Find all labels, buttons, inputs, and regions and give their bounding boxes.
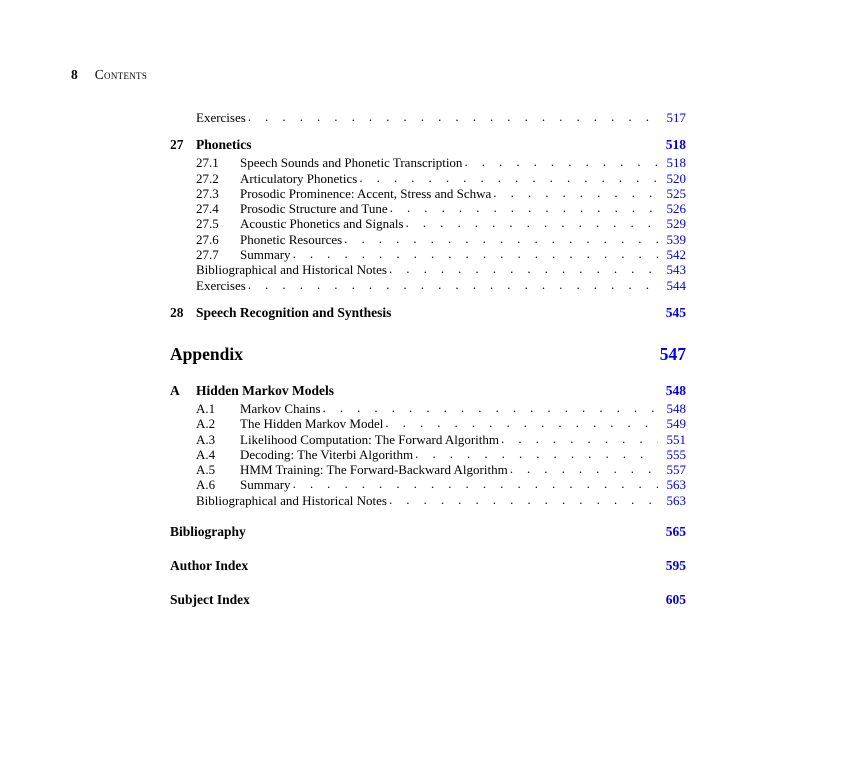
- toc-dot-leader: [390, 200, 658, 215]
- toc-entry-title: Bibliographical and Historical Notes: [196, 262, 387, 278]
- toc-entry-subject-index[interactable]: [170, 592, 686, 610]
- toc-entry-page-number[interactable]: 544: [666, 277, 686, 293]
- toc-entry-number: A.4: [196, 446, 216, 462]
- toc-entry-title: Exercises: [196, 277, 246, 293]
- toc-entry-page-number[interactable]: 551: [666, 431, 686, 447]
- toc-entry-title: Phonetics: [196, 137, 252, 153]
- toc-entry-page-number[interactable]: 539: [666, 231, 686, 247]
- toc-entry-title: HMM Training: The Forward-Backward Algorithm: [240, 462, 508, 478]
- toc-entry-title: Acoustic Phonetics and Signals: [240, 216, 404, 232]
- page-title: Contents: [94, 67, 148, 82]
- toc-entry-page-number[interactable]: 518: [666, 155, 686, 171]
- toc-entry-a-2-the-hidden-markov-model[interactable]: [170, 416, 686, 431]
- toc-dot-leader: [464, 154, 658, 169]
- toc-entry-27-phonetics[interactable]: [170, 137, 686, 155]
- toc-entry-exercises[interactable]: [170, 110, 686, 125]
- toc-dot-leader: [501, 431, 658, 446]
- toc-entry-page-number[interactable]: 605: [665, 592, 686, 608]
- toc-entry-title: Bibliography: [170, 524, 246, 540]
- toc-dot-leader: [293, 476, 658, 491]
- toc-entry-page-number[interactable]: 542: [666, 247, 686, 263]
- toc-dot-leader: [344, 231, 658, 246]
- toc-entry-title: Decoding: The Viterbi Algorithm: [240, 446, 414, 462]
- toc-entry-title: Subject Index: [170, 592, 250, 608]
- toc-entry-page-number[interactable]: 525: [666, 185, 686, 201]
- toc-entry-appendix[interactable]: [170, 343, 686, 371]
- toc-entry-page-number[interactable]: 595: [665, 558, 686, 574]
- toc-entry-27-6-phonetic-resources[interactable]: [170, 232, 686, 247]
- toc-entry-number: A.5: [196, 462, 216, 478]
- table-of-contents: [0, 110, 843, 610]
- toc-dot-leader: [510, 461, 658, 476]
- toc-entry-author-index[interactable]: [170, 558, 686, 576]
- toc-entry-page-number[interactable]: 543: [666, 262, 686, 278]
- toc-entry-27-5-acoustic-phonetics-and-signals[interactable]: [170, 216, 686, 231]
- toc-entry-number: 27.7: [196, 247, 219, 263]
- toc-entry-27-7-summary[interactable]: [170, 247, 686, 262]
- toc-entry-number: A.6: [196, 477, 216, 493]
- toc-entry-bibliography[interactable]: [170, 524, 686, 542]
- toc-entry-page-number[interactable]: 563: [666, 492, 686, 508]
- toc-entry-number: 27: [170, 137, 184, 153]
- toc-entry-number: A.1: [196, 400, 216, 416]
- toc-entry-page-number[interactable]: 549: [666, 416, 686, 432]
- toc-dot-leader: [389, 261, 658, 276]
- toc-entry-title: Bibliographical and Historical Notes: [196, 492, 387, 508]
- toc-entry-title: Markov Chains: [240, 400, 321, 416]
- toc-dot-leader: [389, 492, 658, 507]
- toc-entry-title: Phonetic Resources: [240, 231, 343, 247]
- toc-dot-leader: [323, 400, 658, 415]
- toc-entry-page-number[interactable]: 547: [659, 343, 686, 364]
- toc-entry-page-number[interactable]: 565: [665, 524, 686, 540]
- toc-entry-27-4-prosodic-structure-and-tune[interactable]: [170, 201, 686, 216]
- toc-entry-page-number[interactable]: 520: [666, 170, 686, 186]
- toc-dot-leader: [359, 170, 658, 185]
- toc-entry-title: Summary: [240, 247, 291, 263]
- running-header: [71, 68, 147, 82]
- toc-entry-page-number[interactable]: 517: [666, 110, 686, 125]
- toc-entry-title: Author Index: [170, 558, 249, 574]
- toc-entry-28-speech-recognition-and-synthesis[interactable]: [170, 305, 686, 323]
- toc-entry-number: 27.1: [196, 155, 219, 171]
- toc-entry-page-number[interactable]: 555: [666, 446, 686, 462]
- toc-entry-exercises[interactable]: [170, 278, 686, 293]
- toc-dot-leader: [406, 215, 658, 230]
- page-folio-number: 8: [71, 67, 78, 82]
- toc-dot-leader: [415, 446, 658, 461]
- toc-entry-page-number[interactable]: 518: [665, 137, 686, 153]
- toc-entry-page-number[interactable]: 557: [666, 462, 686, 478]
- toc-entry-page-number[interactable]: 548: [665, 382, 686, 398]
- toc-entry-a-4-decoding-the-viterbi-algorithm[interactable]: [170, 447, 686, 462]
- toc-dot-leader: [493, 185, 658, 200]
- toc-entry-title: Hidden Markov Models: [196, 382, 335, 398]
- toc-entry-title: Prosodic Prominence: Accent, Stress and Schwa: [240, 185, 492, 201]
- toc-entry-title: Likelihood Computation: The Forward Algorithm: [240, 431, 500, 447]
- toc-entry-number: 27.3: [196, 185, 219, 201]
- toc-dot-leader: [248, 277, 658, 292]
- toc-entry-number: 27.6: [196, 231, 219, 247]
- toc-entry-bibliographical-and-historical-notes[interactable]: [170, 493, 686, 508]
- toc-entry-number: 27.4: [196, 201, 219, 217]
- toc-entry-title: Summary: [240, 477, 291, 493]
- toc-entry-number: 27.5: [196, 216, 219, 232]
- toc-entry-a-hidden-markov-models[interactable]: [170, 383, 686, 401]
- toc-entry-page-number[interactable]: 526: [666, 201, 686, 217]
- toc-dot-leader: [248, 109, 658, 124]
- toc-entry-title: Appendix: [170, 343, 243, 364]
- toc-entry-27-3-prosodic-prominence-accent-stress-and-schwa[interactable]: [170, 186, 686, 201]
- toc-entry-number: A: [170, 382, 180, 398]
- toc-entry-number: A.3: [196, 431, 216, 447]
- toc-entry-a-1-markov-chains[interactable]: [170, 401, 686, 416]
- toc-entry-27-1-speech-sounds-and-phonetic-transcription[interactable]: [170, 155, 686, 170]
- toc-entry-number: 27.2: [196, 170, 219, 186]
- toc-entry-number: A.2: [196, 416, 216, 432]
- toc-entry-number: 28: [170, 304, 184, 320]
- toc-entry-title: Speech Recognition and Synthesis: [196, 304, 392, 320]
- toc-entry-page-number[interactable]: 563: [666, 477, 686, 493]
- toc-entry-title: Prosodic Structure and Tune: [240, 201, 388, 217]
- toc-dot-leader: [385, 415, 658, 430]
- toc-entry-title: Speech Sounds and Phonetic Transcription: [240, 155, 463, 171]
- toc-entry-27-2-articulatory-phonetics[interactable]: [170, 171, 686, 186]
- toc-entry-title: Exercises: [196, 110, 246, 125]
- toc-dot-leader: [293, 246, 658, 261]
- toc-entry-page-number[interactable]: 548: [666, 400, 686, 416]
- toc-entry-a-6-summary[interactable]: [170, 477, 686, 492]
- toc-entry-title: Articulatory Phonetics: [240, 170, 358, 186]
- toc-entry-title: The Hidden Markov Model: [240, 416, 384, 432]
- toc-entry-page-number[interactable]: 529: [666, 216, 686, 232]
- toc-entry-a-5-hmm-training-the-forward-backward-algorithm[interactable]: [170, 462, 686, 477]
- toc-entry-page-number[interactable]: 545: [665, 304, 686, 320]
- toc-entry-a-3-likelihood-computation-the-forward-algorithm[interactable]: [170, 432, 686, 447]
- toc-entry-bibliographical-and-historical-notes[interactable]: [170, 262, 686, 277]
